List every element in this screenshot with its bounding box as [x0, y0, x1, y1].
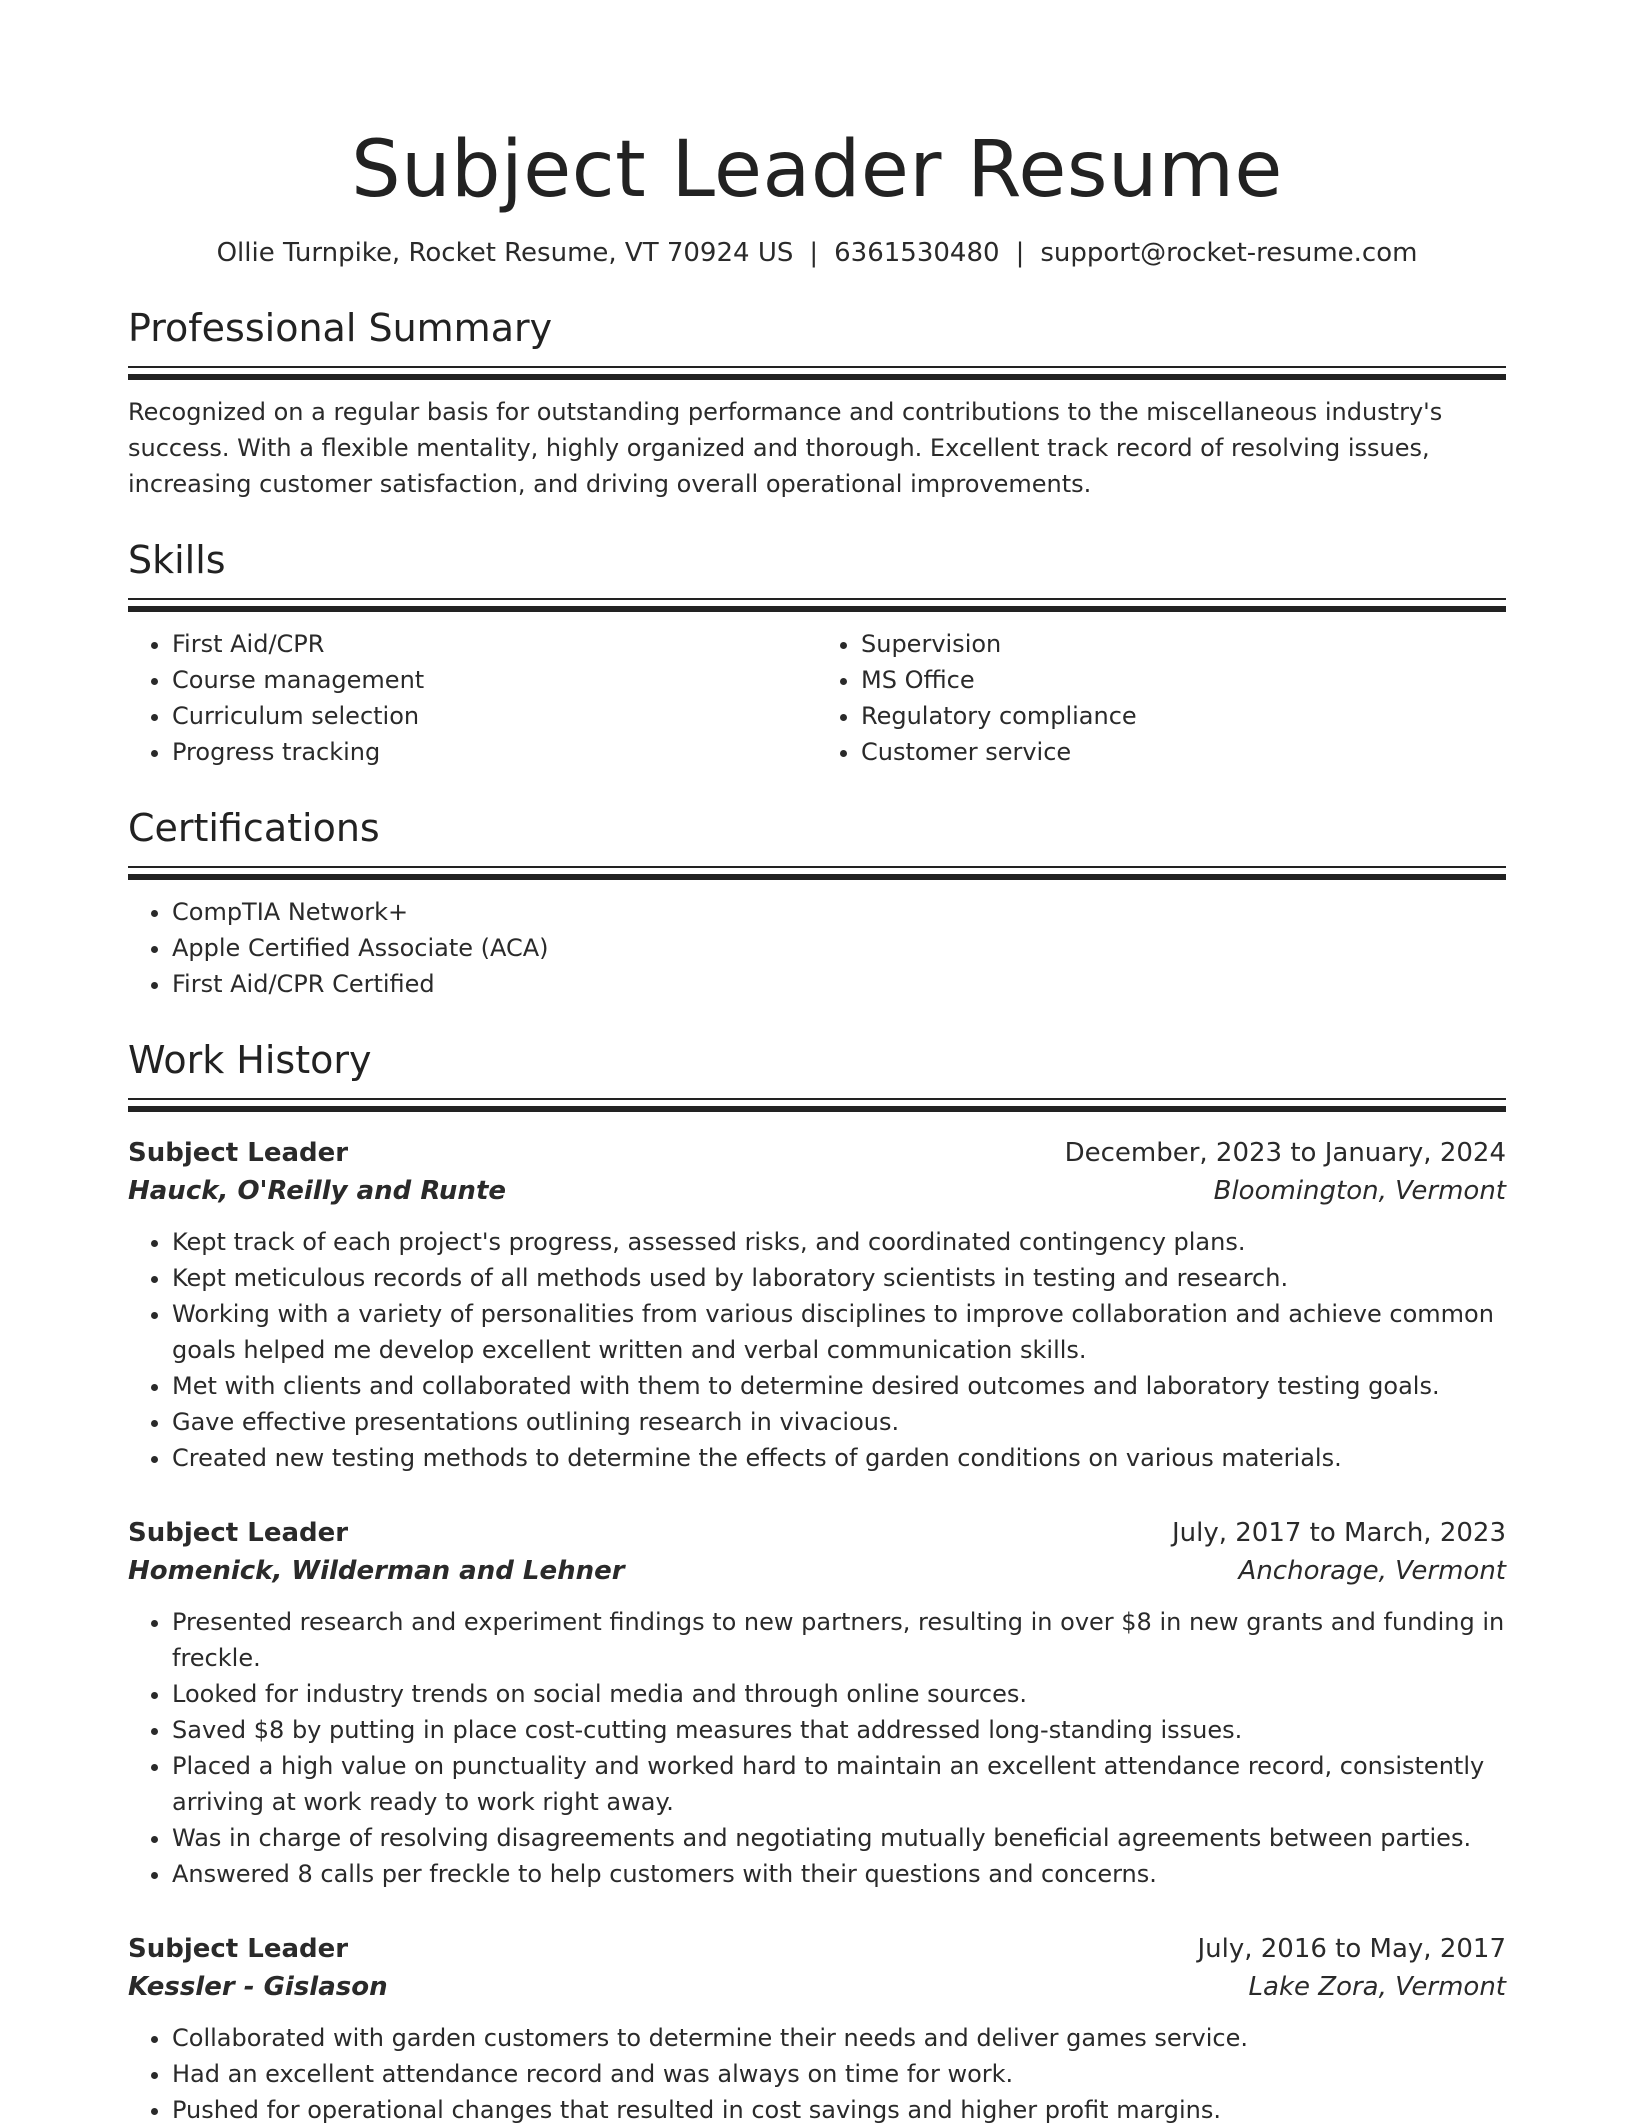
job-bullets	[128, 1224, 1506, 1476]
job-bullet: • Presented research and experiment findings to new partners, resulting in over $8 in new grants and funding in freckle.	[172, 1604, 1506, 1676]
certification-item: • Apple Certified Associate (ACA)	[172, 930, 1506, 966]
job-location: Anchorage, Vermont	[1238, 1556, 1506, 1586]
job-entry	[128, 1514, 1506, 1892]
job-bullet: • Had an excellent attendance record and was always on time for work.	[172, 2056, 1506, 2092]
section-heading-certifications: Certifications	[128, 806, 380, 850]
contact-address: Ollie Turnpike, Rocket Resume, VT 70924 US	[216, 238, 794, 268]
job-location: Bloomington, Vermont	[1213, 1176, 1506, 1206]
job-bullet: • Looked for industry trends on social media and through online sources.	[172, 1676, 1506, 1712]
summary-text: Recognized on a regular basis for outstanding performance and contributions to the miscellaneous industry's success. With a flexible mentality, highly organized and thorough. Excellent track record of resolving issues, increasing customer satisfaction, and driving overall operational improvements.	[128, 398, 1443, 498]
job-bullet: • Collaborated with garden customers to determine their needs and deliver games service.	[172, 2020, 1506, 2056]
job-header-row	[128, 1514, 1506, 1552]
job-employer-row	[128, 1968, 1506, 2006]
job-header-row	[128, 1134, 1506, 1172]
certification-item: • First Aid/CPR Certified	[172, 966, 1506, 1002]
job-bullet: • Kept track of each project's progress, assessed risks, and coordinated contingency plans.	[172, 1224, 1506, 1260]
job-title: Subject Leader	[128, 1138, 349, 1168]
job-company: Hauck, O'Reilly and Runte	[128, 1176, 507, 1206]
work-history-section	[128, 1038, 1506, 2128]
skills-section	[128, 538, 1506, 770]
section-divider	[128, 866, 1506, 880]
skill-item: • Progress tracking	[172, 734, 817, 770]
job-bullet: • Met with clients and collaborated with them to determine desired outcomes and laboratory testing goals.	[172, 1368, 1506, 1404]
skill-item: • Customer service	[861, 734, 1506, 770]
skill-item: • MS Office	[861, 662, 1506, 698]
job-bullets	[128, 1604, 1506, 1892]
job-bullet: • Placed a high value on punctuality and worked hard to maintain an excellent attendance record, consistently arriving at work ready to work right away.	[172, 1748, 1506, 1820]
resume-page	[128, 0, 1506, 2128]
contact-phone: 6361530480	[834, 238, 1000, 268]
job-bullet: • Pushed for operational changes that resulted in cost savings and higher profit margins.	[172, 2092, 1506, 2128]
job-bullet: • Created new testing methods to determine the effects of garden conditions on various materials.	[172, 1440, 1506, 1476]
skills-list-right	[817, 626, 1506, 770]
certifications-section	[128, 806, 1506, 1002]
section-heading-skills: Skills	[128, 538, 226, 582]
job-title: Subject Leader	[128, 1934, 349, 1964]
section-heading-work-history: Work History	[128, 1038, 372, 1082]
job-title: Subject Leader	[128, 1518, 349, 1548]
contact-email: support@rocket-resume.com	[1040, 238, 1418, 268]
skill-item: • Curriculum selection	[172, 698, 817, 734]
job-location: Lake Zora, Vermont	[1248, 1972, 1506, 2002]
skill-item: • First Aid/CPR	[172, 626, 817, 662]
job-bullet: • Was in charge of resolving disagreements and negotiating mutually beneficial agreements between parties.	[172, 1820, 1506, 1856]
section-divider	[128, 598, 1506, 612]
job-dates: December, 2023 to January, 2024	[1064, 1138, 1506, 1168]
job-header-row	[128, 1930, 1506, 1968]
resume-title: Subject Leader Resume	[351, 125, 1283, 215]
job-bullet: • Kept meticulous records of all methods used by laboratory scientists in testing and research.	[172, 1260, 1506, 1296]
summary-section	[128, 306, 1506, 502]
skill-item: • Regulatory compliance	[861, 698, 1506, 734]
certifications-list	[128, 894, 1506, 1002]
contact-separator: |	[809, 238, 819, 268]
skills-grid	[128, 626, 1506, 770]
contact-line	[128, 236, 1506, 270]
job-bullet: • Gave effective presentations outlining research in vivacious.	[172, 1404, 1506, 1440]
skill-item: • Course management	[172, 662, 817, 698]
certification-item: • CompTIA Network+	[172, 894, 1506, 930]
job-company: Homenick, Wilderman and Lehner	[128, 1556, 625, 1586]
job-bullet: • Working with a variety of personalities from various disciplines to improve collaboration and achieve common goals helped me develop excellent written and verbal communication skills.	[172, 1296, 1506, 1368]
job-entry	[128, 1134, 1506, 1476]
skill-item: • Supervision	[861, 626, 1506, 662]
job-bullet: • Saved $8 by putting in place cost-cutting measures that addressed long-standing issues.	[172, 1712, 1506, 1748]
job-employer-row	[128, 1552, 1506, 1590]
job-dates: July, 2016 to May, 2017	[1197, 1934, 1506, 1964]
section-heading-summary: Professional Summary	[128, 306, 553, 350]
job-entry	[128, 1930, 1506, 2128]
contact-separator: |	[1015, 238, 1025, 268]
section-divider	[128, 1098, 1506, 1112]
job-employer-row	[128, 1172, 1506, 1210]
section-divider	[128, 366, 1506, 380]
job-bullet: • Answered 8 calls per freckle to help customers with their questions and concerns.	[172, 1856, 1506, 1892]
skills-list-left	[128, 626, 817, 770]
job-company: Kessler - Gislason	[128, 1972, 388, 2002]
job-dates: July, 2017 to March, 2023	[1171, 1518, 1506, 1548]
